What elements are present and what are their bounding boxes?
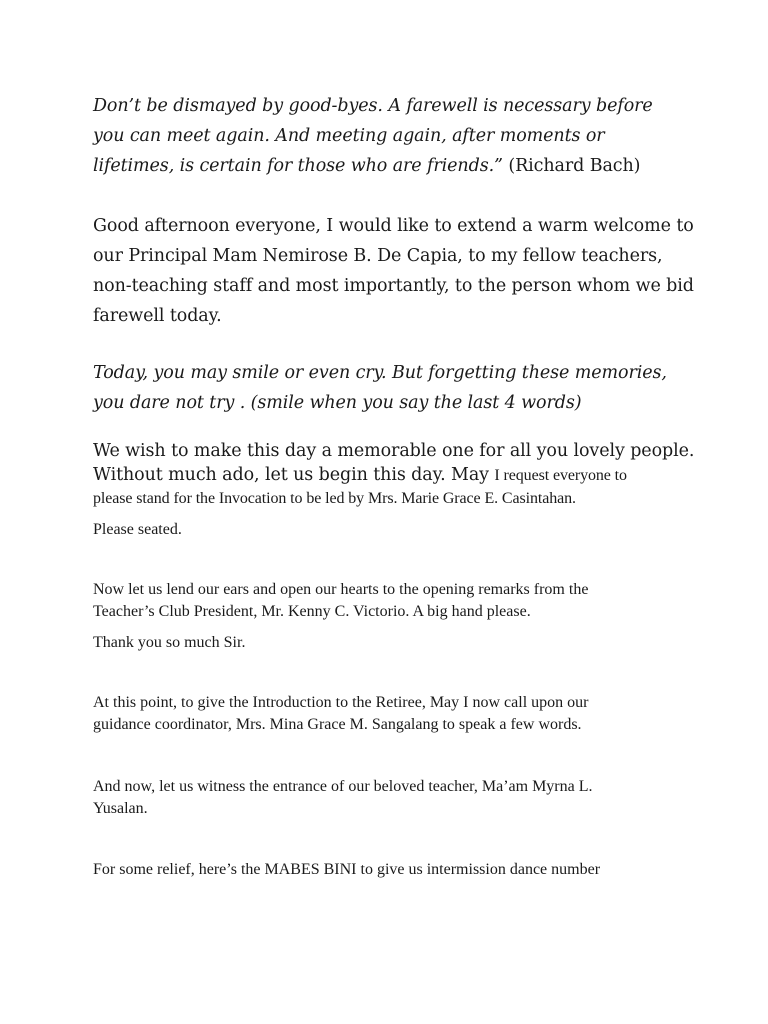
wish-line: [93, 463, 693, 488]
wish-paragraph: [93, 439, 693, 510]
opening-quote: [93, 91, 693, 181]
quote-line: Don’t be dismayed by good-byes. A farewell is necessary before: [93, 96, 653, 116]
wish-text: I request everyone to: [494, 467, 627, 484]
wish-line: please stand for the Invocation to be led by Mrs. Marie Grace E. Casintahan.: [93, 490, 576, 507]
welcome-line: Good afternoon everyone, I would like to extend a warm welcome to: [93, 216, 694, 236]
today-line: Today, you may smile or even cry. But forgetting these memories,: [93, 363, 667, 383]
introduction-paragraph: [93, 692, 693, 736]
entrance-paragraph: [93, 776, 693, 820]
opening-line: Now let us lend our ears and open our hearts to the opening remarks from the: [93, 581, 589, 598]
introduction-line: guidance coordinator, Mrs. Mina Grace M. Sangalang to speak a few words.: [93, 716, 582, 733]
welcome-paragraph: [93, 211, 693, 331]
opening-line: Teacher’s Club President, Mr. Kenny C. Victorio. A big hand please.: [93, 603, 531, 620]
quote-line: [93, 151, 693, 181]
wish-line: We wish to make this day a memorable one for all you lovely people.: [93, 441, 695, 461]
relief-line: For some relief, here’s the MABES BINI to give us intermission dance number: [93, 861, 601, 878]
wish-text: Without much ado, let us begin this day. May: [93, 465, 495, 485]
introduction-line: At this point, to give the Introduction to the Retiree, May I now call upon our: [93, 694, 589, 711]
quote-attribution: (Richard Bach): [502, 156, 641, 176]
entrance-line: And now, let us witness the entrance of our beloved teacher, Ma’am Myrna L.: [93, 778, 593, 795]
quote-text: lifetimes, is certain for those who are friends.”: [93, 156, 503, 176]
opening-remarks-paragraph: [93, 579, 693, 623]
welcome-line: farewell today.: [93, 306, 222, 326]
today-paragraph: [93, 358, 693, 418]
quote-line: you can meet again. And meeting again, after moments or: [93, 126, 605, 146]
today-line: you dare not try . (smile when you say the last 4 words): [93, 393, 582, 413]
entrance-line: Yusalan.: [93, 800, 148, 817]
thank-you-line: Thank you so much Sir.: [93, 634, 246, 651]
welcome-line: our Principal Mam Nemirose B. De Capia, to my fellow teachers,: [93, 246, 663, 266]
welcome-line: non-teaching staff and most importantly, to the person whom we bid: [93, 276, 694, 296]
please-seated-line: Please seated.: [93, 521, 182, 538]
